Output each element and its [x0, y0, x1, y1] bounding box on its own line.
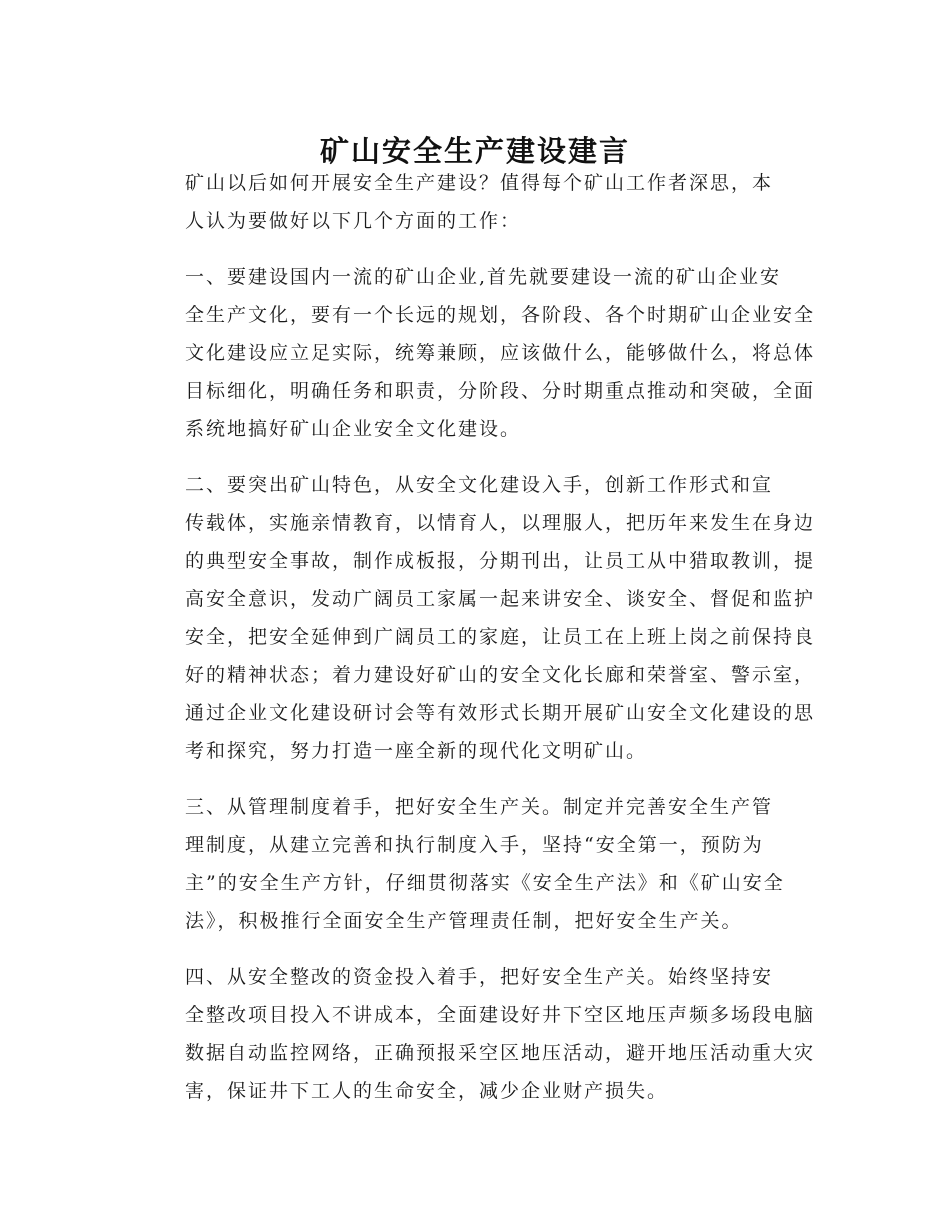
text-line: 一、要建设国内一流的矿山企业,首先就要建设一流的矿山企业安: [185, 266, 782, 288]
text-line: 数据自动监控网络，正确预报采空区地压活动，避开地压活动重大灾: [185, 1042, 816, 1064]
text-line: 四、从安全整改的资金投入着手，把好安全生产关。始终坚持安: [185, 966, 774, 988]
text-line: 三、从管理制度着手，把好安全生产关。制定并完善安全生产管: [185, 796, 774, 818]
text-line: 系统地搞好矿山企业安全文化建设。: [185, 418, 522, 440]
text-line: 传载体，实施亲情教育，以情育人，以理服人，把历年来发生在身边: [185, 512, 816, 534]
text-line: 法》，积极推行全面安全生产管理责任制，把好安全生产关。: [185, 910, 743, 932]
text-line: 文化建设应立足实际，统筹兼顾，应该做什么，能够做什么，将总体: [185, 342, 816, 364]
text-line: 理制度，从建立完善和执行制度入手，坚持“安全第一，预防为: [185, 834, 764, 856]
document-body: [143, 164, 816, 1110]
text-line: 害，保证井下工人的生命安全，减少企业财产损失。: [185, 1080, 669, 1102]
text-line: 安全，把安全延伸到广阔员工的家庭，让员工在上班上岗之前保持良: [185, 626, 816, 648]
text-line: 目标细化，明确任务和职责，分阶段、分时期重点推动和突破，全面: [185, 380, 816, 402]
paragraph: [143, 466, 816, 770]
paragraph: [143, 164, 807, 240]
paragraph: [143, 258, 816, 448]
text-line: 考和探究，努力打造一座全新的现代化文明矿山。: [185, 740, 648, 762]
document-title: 矿山安全生产建设建言: [319, 134, 630, 169]
text-line: 全生产文化，要有一个长远的规划，各阶段、各个时期矿山企业安全: [185, 304, 816, 326]
text-line: 全整改项目投入不讲成本，全面建设好井下空区地压声频多场段电脑: [185, 1004, 816, 1026]
text-line: 好的精神状态；着力建设好矿山的安全文化长廊和荣誉室、警示室，: [185, 664, 816, 686]
text-line: 的典型安全事故，制作成板报，分期刊出，让员工从中猎取教训，提: [185, 550, 816, 572]
text-line: 主”的安全生产方针，仔细贯彻落实《安全生产法》和《矿山安全: [185, 872, 785, 894]
text-line: 高安全意识，发动广阔员工家属一起来讲安全、谈安全、督促和监护: [185, 588, 816, 610]
text-line: 人认为要做好以下几个方面的工作：: [185, 210, 522, 232]
paragraph: [143, 958, 816, 1110]
text-line: 矿山以后如何开展安全生产建设？值得每个矿山工作者深思，本: [185, 172, 774, 194]
text-line: 通过企业文化建设研讨会等有效形式长期开展矿山安全文化建设的思: [185, 702, 816, 724]
paragraph: [143, 788, 807, 940]
text-line: 二、要突出矿山特色，从安全文化建设入手，创新工作形式和宣: [185, 474, 774, 496]
